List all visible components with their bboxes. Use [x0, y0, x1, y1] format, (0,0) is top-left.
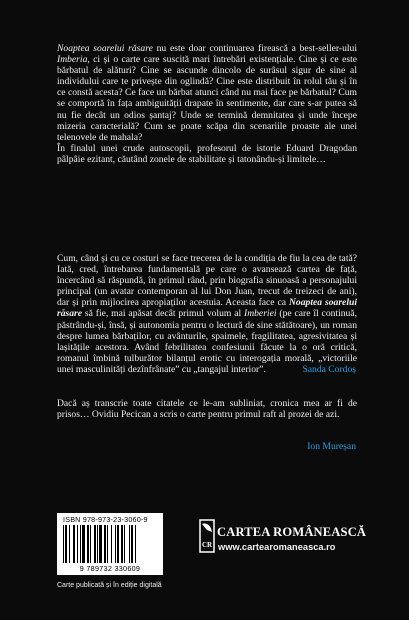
barcode-bar [80, 525, 81, 563]
book-title: Noaptea soarelui răsare [57, 297, 357, 320]
barcode-bar [107, 525, 108, 563]
blurb-text: Cum, când și cu ce costuri se face trecerea de la condiția de fiu la cea de tată? Iată, cred, întrebarea fundamentală pe care o avansează cartea de față, încercând să răspundă, în primul rând, prin biografia sinuoasă a personajului principal (un avatar contemporan al lui Don Juan, trecut de treizeci de ani), dar și prin mijlocirea apropiaților acestuia. Aceasta face ca [57, 253, 357, 309]
book-title: Noaptea soarelui răsare [57, 43, 153, 54]
barcode-bar [117, 525, 119, 563]
barcode-bar [99, 525, 102, 563]
signature-ion-muresan: Ion Mureșan [307, 441, 356, 452]
barcode-bar [131, 525, 133, 563]
blurb-text: În finalul unei crude autoscopii, profesorul de istorie Eduard Dragodan pâlpâie ezitant, căutând zonele de stabilitate și tatonându-și limitele… [57, 142, 357, 165]
barcode-bar [111, 525, 112, 563]
cartea-romaneasca-logo-icon [198, 518, 216, 554]
barcode-bar [97, 525, 98, 563]
series-title: Imberia [57, 54, 88, 66]
barcode-bar [90, 525, 91, 563]
blurb-paragraph-1 [57, 43, 357, 165]
publisher-website: www.cartearomaneasca.ro [218, 542, 336, 552]
blurb-paragraph-2 [57, 253, 357, 375]
publisher-name: CARTEA ROMÂNEASCĂ [217, 525, 367, 539]
blurb-paragraph-3 [57, 398, 357, 420]
blurb-text: să fie, mai apăsat decât primul volum al [82, 308, 245, 320]
barcode-bar [65, 525, 67, 563]
isbn-number: ISBN 978-973-23-3060-9 [63, 515, 148, 524]
signature-sanda-cordos: Sanda Cordoș [302, 364, 356, 375]
barcode-bar [94, 525, 96, 563]
barcode-digits: 9 789732 330609 [79, 564, 141, 573]
barcode-bar [82, 525, 85, 563]
barcode-bar [124, 525, 125, 563]
blurb-text: nu este doar continuarea firească a best-seller-ului [152, 43, 357, 54]
barcode-bar [129, 525, 130, 563]
barcode-bar [121, 525, 123, 563]
blurb-text: Dacă aș transcrie toate citatele ce le-am subliniat, cronica mea ar fi de prisos… Ovidiu Pecican a scris o carte pentru primul raft al prozei de azi. [57, 398, 357, 421]
blurb-text: , ci și o carte care suscită mari întrebări existențiale. Cine și ce este bărbatul de alături? Cine se ascunde dincolo de surâsul sigur de sine al individului care te privește din oglindă? Cine este distribuit în rolul tău și în ce constă acesta? Ce face un bărbat atunci când nu mai face pe bărbatul? Cum se comportă în fața ambiguității drapate în sentimente, dar care s-ar putea să nu fie decât un odios șantaj? Unde se termină demnitatea și unde începe mizeria caracterială? Cum se poate scăpa din scenariile proaste ale unei telenovele de mahala? [57, 54, 357, 143]
barcode-bar [73, 525, 75, 563]
barcode-bar [104, 525, 106, 563]
barcode-bar [115, 525, 116, 563]
logo-letters: CR [201, 541, 213, 549]
barcode-bar [87, 525, 89, 563]
series-title: Imberiei [244, 308, 277, 320]
digital-edition-note: Carte publicată și în ediție digitală [57, 582, 162, 589]
barcode-bar [63, 525, 64, 563]
isbn-barcode [57, 513, 163, 575]
barcode-bars [63, 525, 157, 563]
blurb-text: (pe care îl continuă, păstrându-și, însă, și autonomia pentru o lectură de sine stătătoare), un roman despre lumea bărbaților, cu avânturile, spaimele, fragilitatea, agresivitatea și lașitățile acestora. Având febrilitatea confesiunii făcute la o oră critică, romanul îmbină tulburător bilanțul erotic cu interogația morală, „victoriile unei masculinități dezînfrânate” cu „tangajul interior”. [57, 308, 357, 375]
barcode-bar [77, 525, 78, 563]
barcode-bar [135, 525, 136, 563]
barcode-bar [69, 525, 70, 563]
